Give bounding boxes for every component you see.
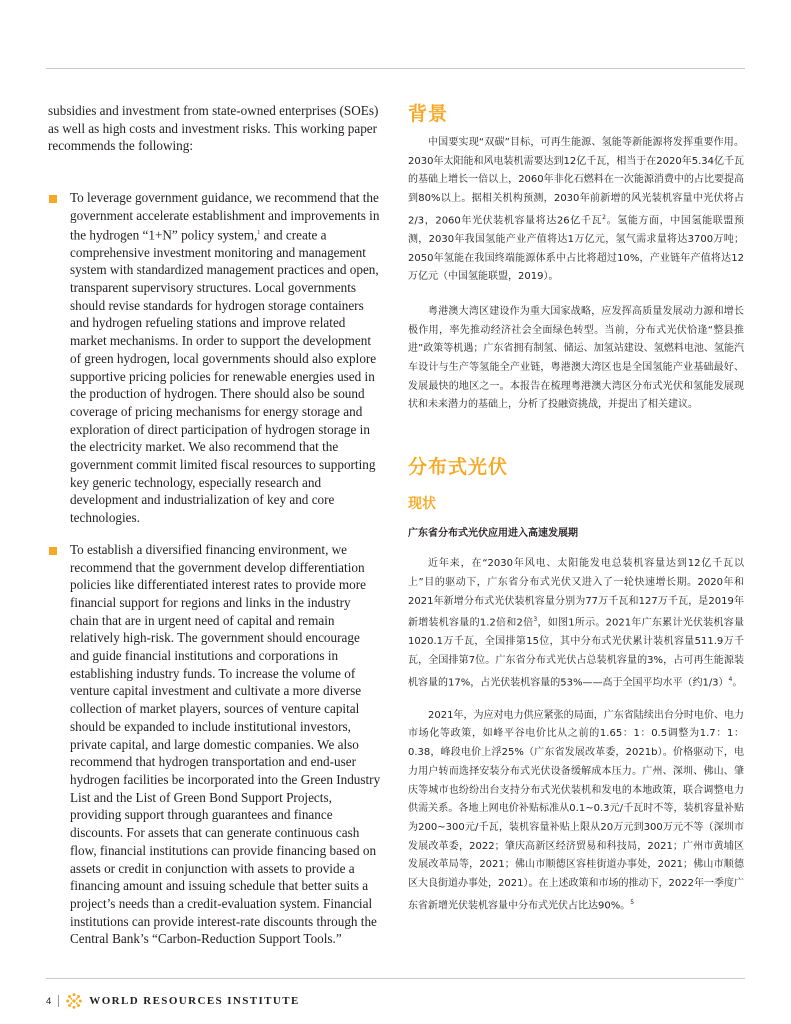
square-bullet-icon: [49, 195, 57, 203]
list-item: [48, 541, 381, 948]
list-item: [48, 189, 381, 527]
footnote-ref: 5: [630, 898, 635, 906]
organization-name: WORLD RESOURCES INSTITUTE: [89, 995, 300, 1007]
minor-heading: 广东省分布式光伏应用进入高速发展期: [408, 528, 578, 540]
wri-logo-icon: [65, 992, 83, 1010]
footnote-ref: 1: [257, 229, 261, 236]
section-heading-background: 背景: [408, 103, 449, 125]
page-number: 4: [46, 995, 52, 1007]
recommendation-list: [48, 189, 381, 948]
pv-paragraph-1: 近年来，在“2030年风电、太阳能发电总装机容量达到12亿千瓦以上”目的驱动下，广东省分布式光伏又进入了一轮快速增长期。2020年和2021年新增分布式光伏装机容量分别为77万千瓦和127万千瓦，是2019年新增装机容量的1.2倍和2倍$^3$，如图1所示。2021年广东累计光伏装机容量1020.1万千瓦，全国排第15位，其中分布式光伏累计装机容量511.9万千瓦，全国排第7位。广东省分布式光伏占总装机容量的3%，占可再生能源装机容量的17%，占光伏装机容量的53%——高于全国平均水平（约1/3）$^4$。: [408, 558, 745, 689]
footnote-ref: 3: [533, 616, 538, 624]
pv-paragraph-2: 2021年，为应对电力供应紧张的局面，广东省陆续出台分时电价、电力市场化等政策，如峰平谷电价比从之前的1.65：1：0.5调整为1.7：1：0.38，峰段电价上浮25%（广东省发展改革委，2021b）。价格驱动下，电力用户转而选择安装分布式光伏设备缓解成本压力。广州、深圳、佛山、肇庆等城市也纷纷出台支持分布式光伏装机和发电的本地政策，联合调整电力供需关系。各地上网电价补贴标准从0.1~0.3元/千瓦时不等，装机容量补贴为200~300元/千瓦，装机容量补贴上限从20万元到300万元不等（深圳市发展改革委，2022；肇庆高新区经济贸易和科技局，2021；广州市黄埔区发展改革局等，2021；佛山市顺德区容桂街道办事处，2021；佛山市顺德区大良街道办事处，2021）。在上述政策和市场的推动下，2022年一季度广东省新增光伏装机容量中分布式光伏占比达90%。$^5$: [408, 709, 744, 912]
subheading-status: 现状: [408, 496, 436, 513]
footer-rule: [46, 978, 745, 979]
bullet-text: To leverage government guidance, we recommend that the government accelerate establishment and improvements in the hydrogen “1+N” policy system,: [70, 190, 380, 242]
bullet-text: To establish a diversified financing environment, we recommend that the government develop differentiation policies like differentiated interest rates to provide more financial support for regions and links in the industry chain that are in urgent need of capital and remain relatively high-risk. The government should encourage and guide financial institutions and corporations in establishing industry funds. To increase the volume of venture capital investment and cultivate a more diverse collection of market players, sources of venture capital should be expanded to include institutional investors, private capital, and large domestic companies. We also recommend that hydrogen transportation and end-user hydrogen facilities be incorporated into the Green Industry List and the List of Green Bond Support Projects, providing support through guarantees and finance discounts. For assets that can generate continuous cash flow, financial institutions can provide financing based on assets or credit in conjunction with assets to provide a financing amount and issuing schedule that better suits a project’s needs than a credit-evaluation system. Financial institutions can provide interest-rate discounts through the Central Bank’s “Carbon-Reduction Support Tools.”: [70, 541, 381, 947]
intro-paragraph: subsidies and investment from state-owned enterprises (SOEs) as well as high costs and investment risks. This working paper recommends the following:: [48, 103, 379, 154]
section-heading-pv: 分布式光伏: [408, 456, 509, 479]
footnote-ref: 4: [728, 675, 733, 683]
left-column: [48, 102, 381, 948]
bullet-text-cont: and create a comprehensive investment monitoring and management system with standardized management practices and open, transparent supervisory structures. Local governments should revise standards for hydrogen storage containers and hydrogen refueling stations and improve related market mechanisms. In order to support the development of green hydrogen, local governments should also explore supportive pricing policies for renewable energies used in the production of hydrogen. There should also be sound coverage of pricing mechanisms for energy storage and exploration of direct participation of hydrogen storage in the electricity market. We also recommend that the government commit limited fiscal resources to supporting key generic technology, especially research and development and industrialization of key and core technologies.: [70, 226, 379, 526]
footnote-ref: 2: [602, 213, 606, 221]
background-paragraph-1: 中国要实现“双碳”目标，可再生能源、氢能等新能源将发挥重要作用。2030年太阳能和风电装机需要达到12亿千瓦，相当于在2020年5.34亿千瓦的基础上增长一倍以上，2060年非化石燃料在一次能源消费中的占比要提高到80%以上。据相关机构预测，2030年前新增的风光装机容量中光伏将占2/3，2060年光伏装机容量将达26亿千瓦$^2$。氢能方面，中国氢能联盟预测，2030年我国氢能产业产值将达1万亿元，氢气需求量将达3700万吨；2050年氢能在我国终端能源体系中占比将超过10%，产业链年产值将达12万亿元（中国氢能联盟，2019）。: [408, 137, 744, 283]
header-rule: [46, 68, 745, 69]
background-paragraph-2: 粤港澳大湾区建设作为重大国家战略，应发挥高质量发展动力源和增长极作用，率先推动经济社会全面绿色转型。当前，分布式光伏恰逢“整县推进”政策等机遇；广东省拥有制氢、储运、加氢站建设、氢燃料电池、氢能汽车设计与生产等氢能全产业链，粤港澳大湾区也是全国氢能产业基础最好、发展最快的地区之一。本报告在梳理粤港澳大湾区分布式光伏和氢能发展现状和未来潜力的基础上，分析了投融资挑战，并提出了相关建议。: [408, 305, 744, 411]
square-bullet-icon: [49, 547, 57, 555]
right-column: [408, 102, 744, 916]
page-footer: [46, 990, 300, 1012]
footer-divider: [58, 995, 59, 1007]
